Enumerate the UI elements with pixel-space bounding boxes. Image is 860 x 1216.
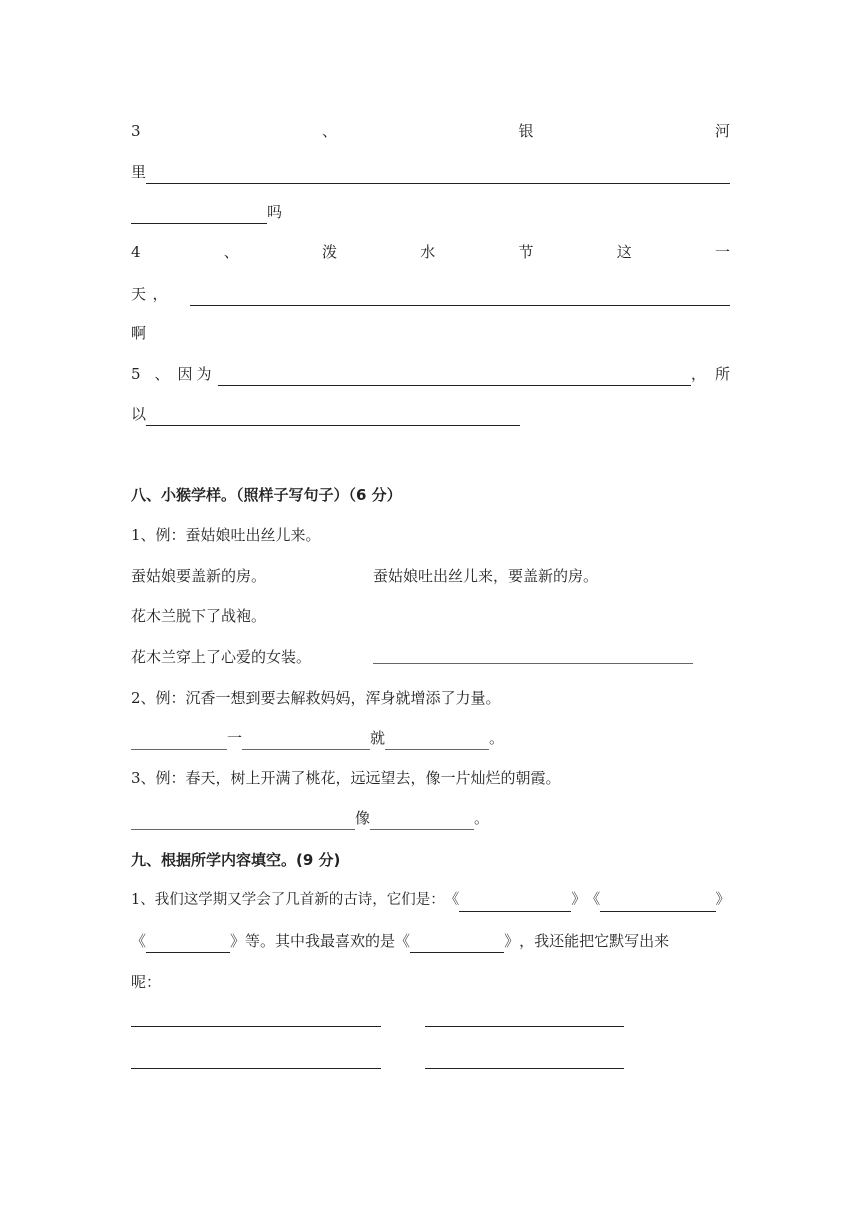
item3-char: 河 [714,122,730,140]
item4-char: 这 [616,243,632,261]
item4-char: 、 [223,243,239,261]
item4-char: 4 [131,243,141,261]
ex2-end: 。 [489,729,505,747]
section9-q1-line2 [131,929,730,953]
q7-item4-line2 [131,282,730,306]
q7-item3-line1 [131,119,730,143]
answer-blank[interactable] [370,811,474,830]
answer-blank[interactable] [131,205,267,224]
item4-char: 一 [714,243,730,261]
item3-char: 银 [518,122,534,140]
q7-item4-line3 [131,321,730,345]
item3-char: 、 [322,122,338,140]
answer-blank[interactable] [242,731,370,750]
section8-title: 八、小猴学样。（照样子写句子）（6 分） [131,486,402,504]
rquote: 》 [504,932,520,950]
item5-char: 5 [131,365,141,383]
poem-blank[interactable] [600,893,715,912]
q7-item4-line1 [131,240,730,264]
section8-example1: 1、例：蚕姑娘吐出丝儿来。 [131,526,321,544]
q7-item5-line2 [131,402,730,426]
item5-char: 所 [714,365,730,383]
item3-end: 吗 [267,203,283,221]
poem-blank[interactable] [410,934,504,953]
answer-blank[interactable] [131,811,355,830]
poem-write-line[interactable] [131,1026,381,1027]
item3-continuation: 里 [131,163,147,181]
rquote: 》 [230,932,246,950]
section8-ex1-sentence-d [131,645,730,669]
q1-start: 1、我们这学期又学会了几首新的古诗，它们是： [131,892,445,908]
lquote: 《 [395,932,411,950]
item3-char: 3 [131,122,141,140]
poem-write-line[interactable] [131,1068,381,1069]
item4-comma: ， [152,285,168,303]
ex2-jiu: 就 [370,729,386,747]
q7-item3-line2 [131,160,730,184]
section9-q1-line3: 呢： [131,973,162,991]
answer-blank[interactable] [373,645,693,664]
item5-char: 为 [196,365,212,383]
lquote: 《 [444,892,460,908]
lquote: 《 [585,892,601,908]
answer-blank[interactable] [146,165,730,184]
item5-char: 因 [177,365,193,383]
item5-char: 以 [131,405,147,423]
answer-blank[interactable] [146,407,520,426]
lquote: 《 [131,932,147,950]
section9-q1-line1 [131,888,730,912]
answer-blank[interactable] [190,287,730,306]
answer-blank[interactable] [218,367,691,386]
item4-char: 水 [420,243,436,261]
q1-tail: ，我还能把它默写出来 [519,932,670,950]
q7-item3-line3 [131,200,730,224]
section9-title: 九、根据所学内容填空。(9 分) [131,851,341,869]
section8-ex3-answer [131,806,730,830]
section8-ex1-sentence-c: 花木兰脱下了战袍。 [131,607,267,625]
poem-blank[interactable] [146,934,230,953]
item4-char: 节 [518,243,534,261]
section8-example3: 3、例：春天，树上开满了桃花，远远望去，像一片灿烂的朝霞。 [131,769,561,787]
item4-end: 啊 [131,324,147,342]
item5-char: 、 [154,365,170,383]
answer-blank[interactable] [385,731,489,750]
poem-blank[interactable] [459,893,571,912]
poem-write-line[interactable] [425,1026,624,1027]
poem-write-line[interactable] [425,1068,624,1069]
ex1-b: 蚕姑娘吐出丝儿来，要盖新的房。 [373,567,599,585]
rquote: 》 [571,892,586,908]
ex1-d: 花木兰穿上了心爱的女装。 [131,648,312,666]
q1-mid: 等。其中我最喜欢的是 [245,932,396,950]
section8-example2: 2、例：沉香一想到要去解救妈妈，浑身就增添了力量。 [131,689,501,707]
section8-ex1-sentence-a [131,564,730,588]
item5-comma: ， [691,365,707,383]
item4-continuation: 天 [131,285,147,303]
answer-blank[interactable] [131,731,227,750]
item4-char: 泼 [322,243,338,261]
q7-item5-line1 [131,362,730,386]
ex1-a: 蚕姑娘要盖新的房。 [131,567,267,585]
ex3-xiang: 像 [355,809,371,827]
section8-ex2-answer [131,726,730,750]
ex3-end: 。 [474,809,490,827]
rquote: 》 [715,892,730,908]
ex2-yi: 一 [227,729,243,747]
